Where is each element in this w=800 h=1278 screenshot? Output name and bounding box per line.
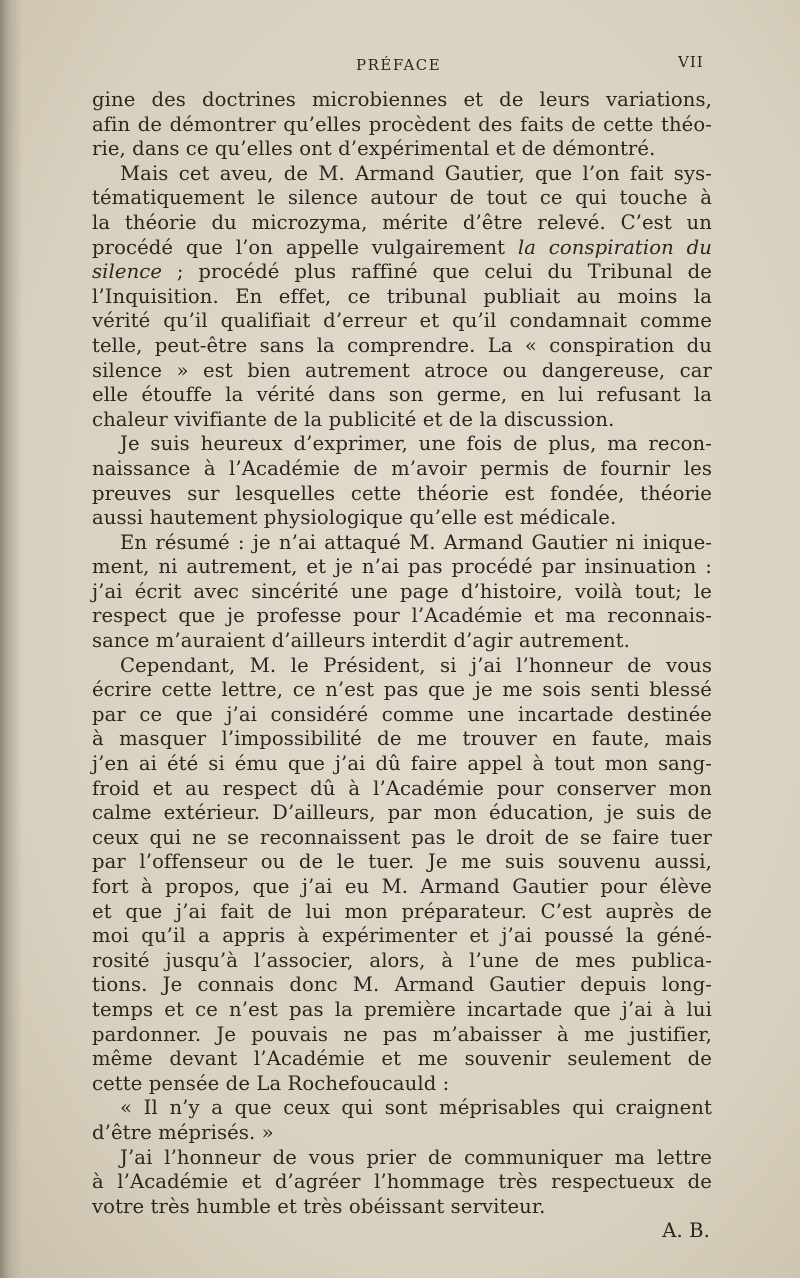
text-line: et que j’ai fait de lui mon préparateur. C’est auprès de: [92, 899, 712, 923]
text-line: chaleur vivifiante de la publicité et de la discussion.: [92, 407, 615, 431]
body-text: [92, 88, 712, 1244]
text-line: écrire cette lettre, ce n’est pas que je me sois senti blessé: [92, 678, 712, 702]
text-line: fort à propos, que j’ai eu M. Armand Gautier pour élève: [92, 875, 712, 898]
page-header: [0, 53, 800, 80]
text-line: rosité jusqu’à l’associer, alors, à l’une de mes publica-: [92, 948, 712, 972]
text-line: J’ai l’honneur de vous prier de communiquer ma lettre: [120, 1145, 712, 1169]
text-line: silence » est bien autrement atroce ou dangereuse, car: [92, 358, 712, 382]
text-line: j’ai écrit avec sincérité une page d’histoire, voilà tout; le: [92, 579, 712, 603]
text-line: vérité qu’il qualifiait d’erreur et qu’il condamnait comme: [92, 309, 712, 333]
text-line: Mais cet aveu, de M. Armand Gautier, que l’on fait sys-: [120, 161, 712, 185]
text-line: preuves sur lesquelles cette théorie est fondée, théorie: [92, 481, 712, 505]
text-line: froid et au respect dû à l’Académie pour conserver mon: [92, 776, 712, 800]
text-line: tions. Je connais donc M. Armand Gautier depuis long-: [92, 973, 712, 997]
text-line: par l’offenseur ou de le tuer. Je me suis souvenu aussi,: [92, 850, 712, 874]
text-line: procédé que l’on appelle vulgairement la conspiration du: [92, 235, 712, 259]
text-line: « Il n’y a que ceux qui sont méprisables qui craignent: [120, 1096, 712, 1120]
text-line: ceux qui ne se reconnaissent pas le droit de se faire tuer: [92, 825, 712, 849]
text-line: l’Inquisition. En effet, ce tribunal publiait au moins la: [92, 284, 712, 308]
text-line: cette pensée de La Rochefoucauld :: [92, 1071, 450, 1095]
text-line: la théorie du microzyma, mérite d’être relevé. C’est un: [92, 210, 712, 234]
text-line: aussi hautement physiologique qu’elle est médicale.: [92, 506, 617, 530]
text-line: même devant l’Académie et me souvenir seulement de: [92, 1047, 712, 1071]
text-line: à l’Académie et d’agréer l’hommage très respectueux de: [92, 1170, 712, 1194]
text-line: moi qu’il a appris à expérimenter et j’ai poussé la géné-: [92, 924, 712, 948]
text-line: En résumé : je n’ai attaqué M. Armand Gautier ni inique-: [120, 530, 712, 554]
text-line: votre très humble et très obéissant serviteur.: [92, 1194, 546, 1218]
text-line: telle, peut-être sans la comprendre. La « conspiration du: [92, 333, 712, 357]
running-head: PRÉFACE: [356, 56, 442, 74]
text-line: rie, dans ce qu’elles ont d’expérimental et de démontré.: [92, 137, 656, 161]
text-line: naissance à l’Académie de m’avoir permis de fournir les: [92, 456, 712, 480]
text-line: silence ; procédé plus raffiné que celui du Tribunal de: [92, 260, 712, 284]
text-line: ment, ni autrement, et je n’ai pas procédé par insinuation :: [92, 555, 712, 579]
text-line: Je suis heureux d’exprimer, une fois de plus, ma recon-: [120, 432, 712, 456]
text-line: temps et ce n’est pas la première incartade que j’ai à lui: [92, 997, 712, 1021]
text-line: j’en ai été si ému que j’ai dû faire appel à tout mon sang-: [92, 752, 712, 776]
text-line: sance m’auraient d’ailleurs interdit d’agir autrement.: [92, 629, 630, 653]
page-gutter-shadow: [0, 0, 22, 1278]
text-line: gine des doctrines microbiennes et de leurs variations,: [92, 88, 712, 111]
text-line: tématiquement le silence autour de tout ce qui touche à: [92, 186, 712, 210]
text-line: respect que je professe pour l’Académie et ma reconnais-: [92, 604, 712, 628]
text-line: par ce que j’ai considéré comme une incartade destinée: [92, 702, 712, 726]
text-line: afin de démontrer qu’elles procèdent des faits de cette théo-: [92, 112, 712, 136]
text-line: elle étouffe la vérité dans son germe, en lui refusant la: [92, 383, 712, 407]
text-line: à masquer l’impossibilité de me trouver en faute, mais: [92, 727, 712, 751]
text-line: d’être méprisés. »: [92, 1120, 274, 1144]
text-line: Cependant, M. le Président, si j’ai l’honneur de vous: [120, 653, 712, 677]
signature: A. B.: [662, 1219, 710, 1243]
page-number: VII: [678, 53, 704, 71]
text-line: calme extérieur. D’ailleurs, par mon éducation, je suis de: [92, 801, 712, 825]
text-line: pardonner. Je pouvais ne pas m’abaisser à me justifier,: [92, 1022, 712, 1046]
